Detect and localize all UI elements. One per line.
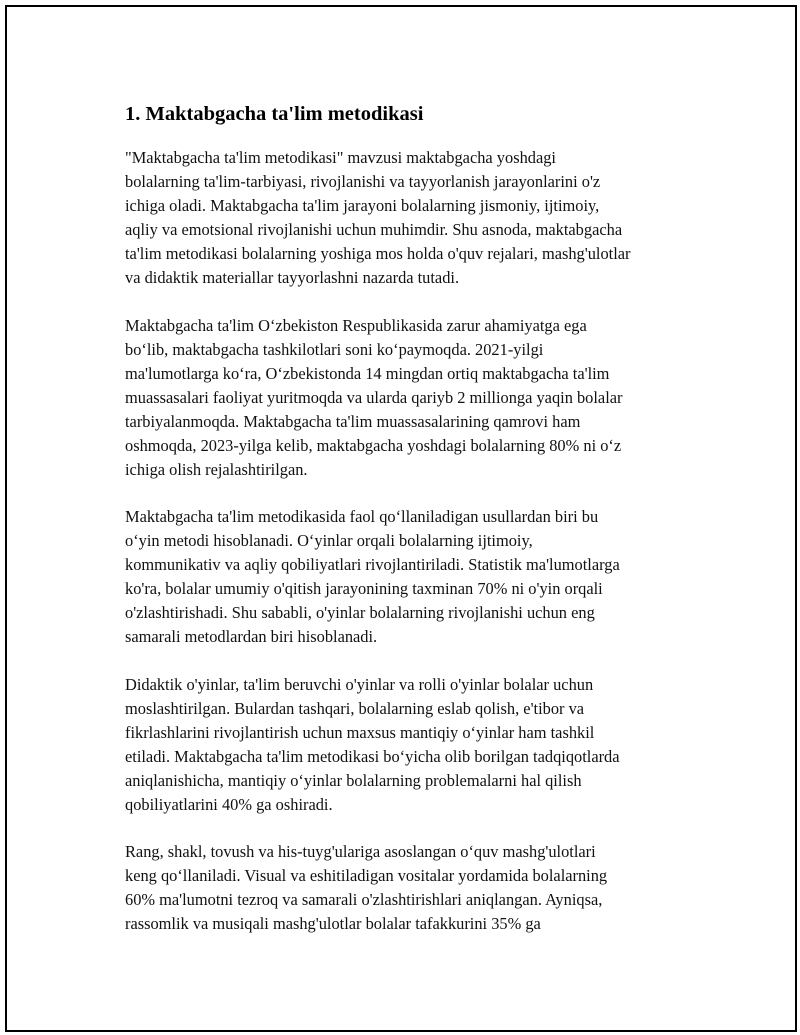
text-line: ichiga oladi. Maktabgacha ta'lim jarayoni bolalarning jismoniy, ijtimoiy,: [125, 196, 600, 215]
text-line: ma'lumotlarga ko‘ra, O‘zbekistonda 14 mingdan ortiq maktabgacha ta'lim: [125, 363, 610, 383]
text-line: fikrlashlarini rivojlantirish uchun maxsus mantiqiy o‘yinlar ham tashkil: [125, 722, 595, 742]
text-line: Maktabgacha ta'lim O‘zbekiston Respublikasida zarur ahamiyatga ega: [125, 315, 587, 335]
text-line: etiladi. Maktabgacha ta'lim metodikasi bo‘yicha olib borilgan tadqiqotlarda: [125, 746, 620, 766]
text-line: samarali metodlardan biri hisoblanadi.: [125, 627, 378, 646]
paragraph-1: [125, 146, 705, 290]
text-line: o'zlashtirishadi. Shu sababli, o'yinlar bolalarning rivojlanishi uchun eng: [125, 603, 595, 622]
text-line: muassasalari faoliyat yuritmoqda va ularda qariyb 2 millionga yaqin bolalar: [125, 387, 623, 407]
page-frame: [5, 5, 797, 1032]
paragraph-5: [125, 840, 705, 936]
text-line: bo‘lib, maktabgacha tashkilotlari soni ko‘paymoqda. 2021-yilgi: [125, 339, 544, 359]
text-line: Maktabgacha ta'lim metodikasida faol qo‘llaniladigan usullardan biri bu: [125, 507, 599, 526]
text-line: moslashtirilgan. Bulardan tashqari, bolalarning eslab qolish, e'tibor va: [125, 698, 585, 718]
text-line: tarbiyalanmoqda. Maktabgacha ta'lim muassasalarining qamrovi ham: [125, 411, 581, 431]
text-line: ko'ra, bolalar umumiy o'qitish jarayonining taxminan 70% ni o'yin orqali: [125, 579, 603, 598]
text-line: Didaktik o'yinlar, ta'lim beruvchi o'yinlar va rolli o'yinlar bolalar uchun: [125, 674, 594, 694]
document-body: [125, 100, 705, 960]
text-line: qobiliyatlarini 40% ga oshiradi.: [125, 794, 333, 814]
text-line: bolalarning ta'lim-tarbiyasi, rivojlanishi va tayyorlanish jarayonlarini o'z: [125, 172, 601, 191]
text-line: 60% ma'lumotni tezroq va samarali o'zlashtirishlari aniqlangan. Ayniqsa,: [125, 890, 603, 909]
text-line: o‘yin metodi hisoblanadi. O‘yinlar orqali bolalarning ijtimoiy,: [125, 531, 533, 550]
paragraph-2: [125, 314, 705, 482]
text-line: "Maktabgacha ta'lim metodikasi" mavzusi maktabgacha yoshdagi: [125, 148, 556, 167]
text-line: oshmoqda, 2023-yilga kelib, maktabgacha yoshdagi bolalarning 80% ni o‘z: [125, 435, 622, 455]
text-line: aniqlanishicha, mantiqiy o‘yinlar bolalarning problemalarni hal qilish: [125, 770, 582, 790]
text-line: kommunikativ va aqliy qobiliyatlari rivojlantiriladi. Statistik ma'lumotlarga: [125, 555, 620, 574]
text-line: rassomlik va musiqali mashg'ulotlar bolalar tafakkurini 35% ga: [125, 914, 541, 933]
text-line: keng qo‘llaniladi. Visual va eshitiladigan vositalar yordamida bolalarning: [125, 866, 608, 885]
paragraph-4: [125, 673, 705, 817]
section-title: 1. Maktabgacha ta'lim metodikasi: [125, 103, 424, 125]
text-line: aqliy va emotsional rivojlanishi uchun muhimdir. Shu asnoda, maktabgacha: [125, 220, 623, 239]
text-line: ichiga olish rejalashtirilgan.: [125, 459, 308, 479]
text-line: ta'lim metodikasi bolalarning yoshiga mos holda o'quv rejalari, mashg'ulotlar: [125, 244, 631, 263]
text-line: Rang, shakl, tovush va his-tuyg'ulariga asoslangan o‘quv mashg'ulotlari: [125, 842, 596, 861]
paragraph-3: [125, 505, 705, 649]
text-line: va didaktik materiallar tayyorlashni nazarda tutadi.: [125, 268, 460, 287]
